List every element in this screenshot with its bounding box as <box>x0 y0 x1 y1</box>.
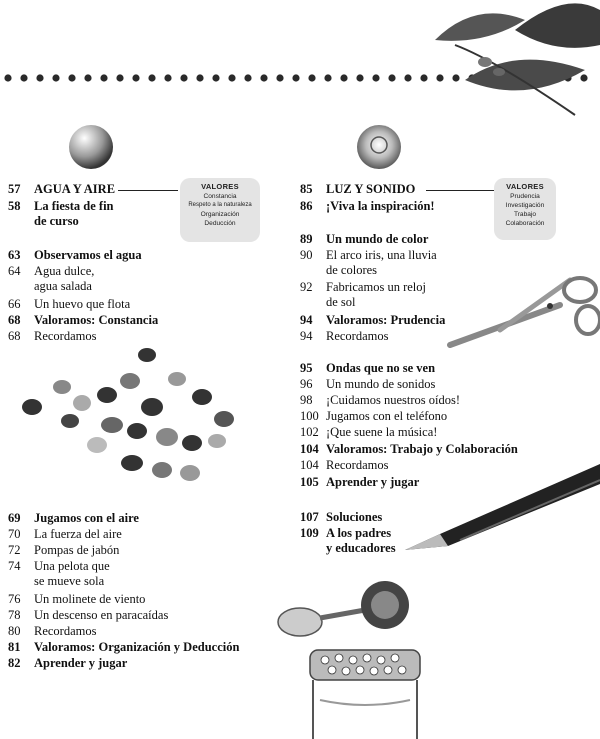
entry-title: La fuerza del aire <box>34 527 122 541</box>
toc-entry <box>300 329 388 344</box>
page-number: 70 <box>8 527 21 541</box>
values-title: VALORES <box>506 182 544 191</box>
entry-title: Aprender y jugar <box>34 656 128 670</box>
page-number: 95 <box>300 361 313 375</box>
page-number: 78 <box>8 608 21 622</box>
entry-title-cont: de colores <box>326 263 378 277</box>
toc-entry <box>300 510 382 525</box>
sun-ball-icon <box>354 122 404 172</box>
page-number: 92 <box>300 280 313 294</box>
entry-title: Agua dulce, <box>34 264 95 278</box>
page-number: 105 <box>300 475 319 489</box>
toc-entry <box>300 232 428 247</box>
entry-title-cont: y educadores <box>326 541 396 555</box>
page-number: 64 <box>8 264 21 278</box>
toc-entry <box>300 280 426 310</box>
page-number: 104 <box>300 442 319 456</box>
toc-entry <box>300 409 447 424</box>
page-number: 104 <box>300 458 319 472</box>
entry-title: Observamos el agua <box>34 248 142 262</box>
page-number: 63 <box>8 248 21 262</box>
page-number: 68 <box>8 313 21 327</box>
toc-entry <box>8 640 239 655</box>
page-number: 100 <box>300 409 319 423</box>
entry-title-cont: agua salada <box>34 279 92 293</box>
entry-title: Valoramos: Trabajo y Colaboración <box>326 442 518 456</box>
entry-title: Jugamos con el aire <box>34 511 139 525</box>
page-number: 94 <box>300 329 313 343</box>
entry-title: A los padres <box>326 526 392 540</box>
entry-title: Un mundo de sonidos <box>326 377 436 391</box>
entry-title: Jugamos con el teléfono <box>326 409 448 423</box>
leaves-illustration <box>395 0 600 125</box>
entry-title: Recordamos <box>34 624 97 638</box>
jar-and-spoon-illustration <box>275 580 445 739</box>
entry-title: Recordamos <box>326 329 389 343</box>
page-number: 58 <box>8 199 21 213</box>
toc-entry <box>300 199 435 214</box>
toc-entry <box>8 656 127 671</box>
toc-entry <box>300 425 437 440</box>
page-number: 102 <box>300 425 319 439</box>
toc-entry <box>300 393 460 408</box>
value-item: Colaboración <box>505 220 545 227</box>
toc-entry <box>8 543 119 558</box>
toc-entry <box>8 313 158 328</box>
page-number: 68 <box>8 329 21 343</box>
entry-title: Un descenso en paracaídas <box>34 608 169 622</box>
entry-title: Pompas de jabón <box>34 543 120 557</box>
toc-entry <box>300 458 388 473</box>
page-number: 90 <box>300 248 313 262</box>
entry-title: LUZ Y SONIDO <box>326 182 416 196</box>
toc-entry <box>300 377 435 392</box>
pencil-illustration <box>400 450 600 560</box>
entry-title: Valoramos: Organización y Deducción <box>34 640 240 654</box>
toc-entry <box>8 199 114 229</box>
page-number: 96 <box>300 377 313 391</box>
entry-title: La fiesta de fin <box>34 199 114 213</box>
toc-entry <box>8 608 168 623</box>
entry-title: ¡Viva la inspiración! <box>326 199 435 213</box>
page-number: 94 <box>300 313 313 327</box>
page-number: 109 <box>300 526 319 540</box>
entry-title: ¡Cuidamos nuestros oídos! <box>326 393 461 407</box>
value-item: Trabajo <box>513 211 537 218</box>
page-number: 76 <box>8 592 21 606</box>
toc-entry <box>300 248 437 278</box>
toc-entry <box>300 526 396 556</box>
toc-entry <box>300 182 415 197</box>
entry-title: Valoramos: Constancia <box>34 313 159 327</box>
toc-entry <box>8 624 96 639</box>
entry-title: Aprender y jugar <box>326 475 420 489</box>
page-number: 86 <box>300 199 313 213</box>
toc-entry <box>8 559 110 589</box>
entry-title: Un mundo de color <box>326 232 429 246</box>
page-number: 85 <box>300 182 313 196</box>
entry-title: Recordamos <box>34 329 97 343</box>
scissors-illustration <box>440 260 600 360</box>
entry-title: Soluciones <box>326 510 383 524</box>
page-number: 72 <box>8 543 21 557</box>
value-item: Investigación <box>505 202 545 209</box>
entry-title: El arco iris, una lluvia <box>326 248 437 262</box>
entry-title-cont: de curso <box>34 214 79 228</box>
value-item: Constancia <box>203 193 237 200</box>
toc-entry <box>8 511 139 526</box>
page-number: 107 <box>300 510 319 524</box>
toc-entry <box>8 329 96 344</box>
toc-entry <box>8 592 145 607</box>
page-number: 74 <box>8 559 21 573</box>
toc-entry <box>300 313 445 328</box>
toc-entry <box>8 248 142 263</box>
entry-title: Un huevo que flota <box>34 297 131 311</box>
page-number: 81 <box>8 640 21 654</box>
entry-title: Recordamos <box>326 458 389 472</box>
entry-title: Una pelota que <box>34 559 110 573</box>
values-box <box>180 178 260 242</box>
entry-title: Fabricamos un reloj <box>326 280 426 294</box>
toc-entry <box>300 361 435 376</box>
page-number: 69 <box>8 511 21 525</box>
entry-title: Valoramos: Prudencia <box>326 313 446 327</box>
page-number: 98 <box>300 393 313 407</box>
page-number: 82 <box>8 656 21 670</box>
value-item: Respeto a la naturaleza <box>188 202 252 208</box>
thumbtacks-illustration <box>12 345 252 505</box>
page-number: 89 <box>300 232 313 246</box>
water-ball-icon <box>66 122 116 172</box>
toc-entry <box>8 182 115 197</box>
toc-entry <box>8 527 122 542</box>
entry-title: Ondas que no se ven <box>326 361 436 375</box>
entry-title-cont: de sol <box>326 295 356 309</box>
title-rule <box>426 190 496 191</box>
entry-title: ¡Que suene la música! <box>326 425 438 439</box>
toc-entry <box>8 264 94 294</box>
value-item: Prudencia <box>510 193 540 200</box>
value-item: Deducción <box>204 220 236 227</box>
entry-title: Un molinete de viento <box>34 592 146 606</box>
values-box <box>494 178 556 240</box>
page-number: 80 <box>8 624 21 638</box>
value-item: Organización <box>200 211 240 218</box>
page-number: 66 <box>8 297 21 311</box>
entry-title: AGUA Y AIRE <box>34 182 116 196</box>
entry-title-cont: se mueve sola <box>34 574 105 588</box>
page-number: 57 <box>8 182 21 196</box>
toc-entry <box>8 297 130 312</box>
title-rule <box>118 190 178 191</box>
values-title: VALORES <box>201 182 239 191</box>
